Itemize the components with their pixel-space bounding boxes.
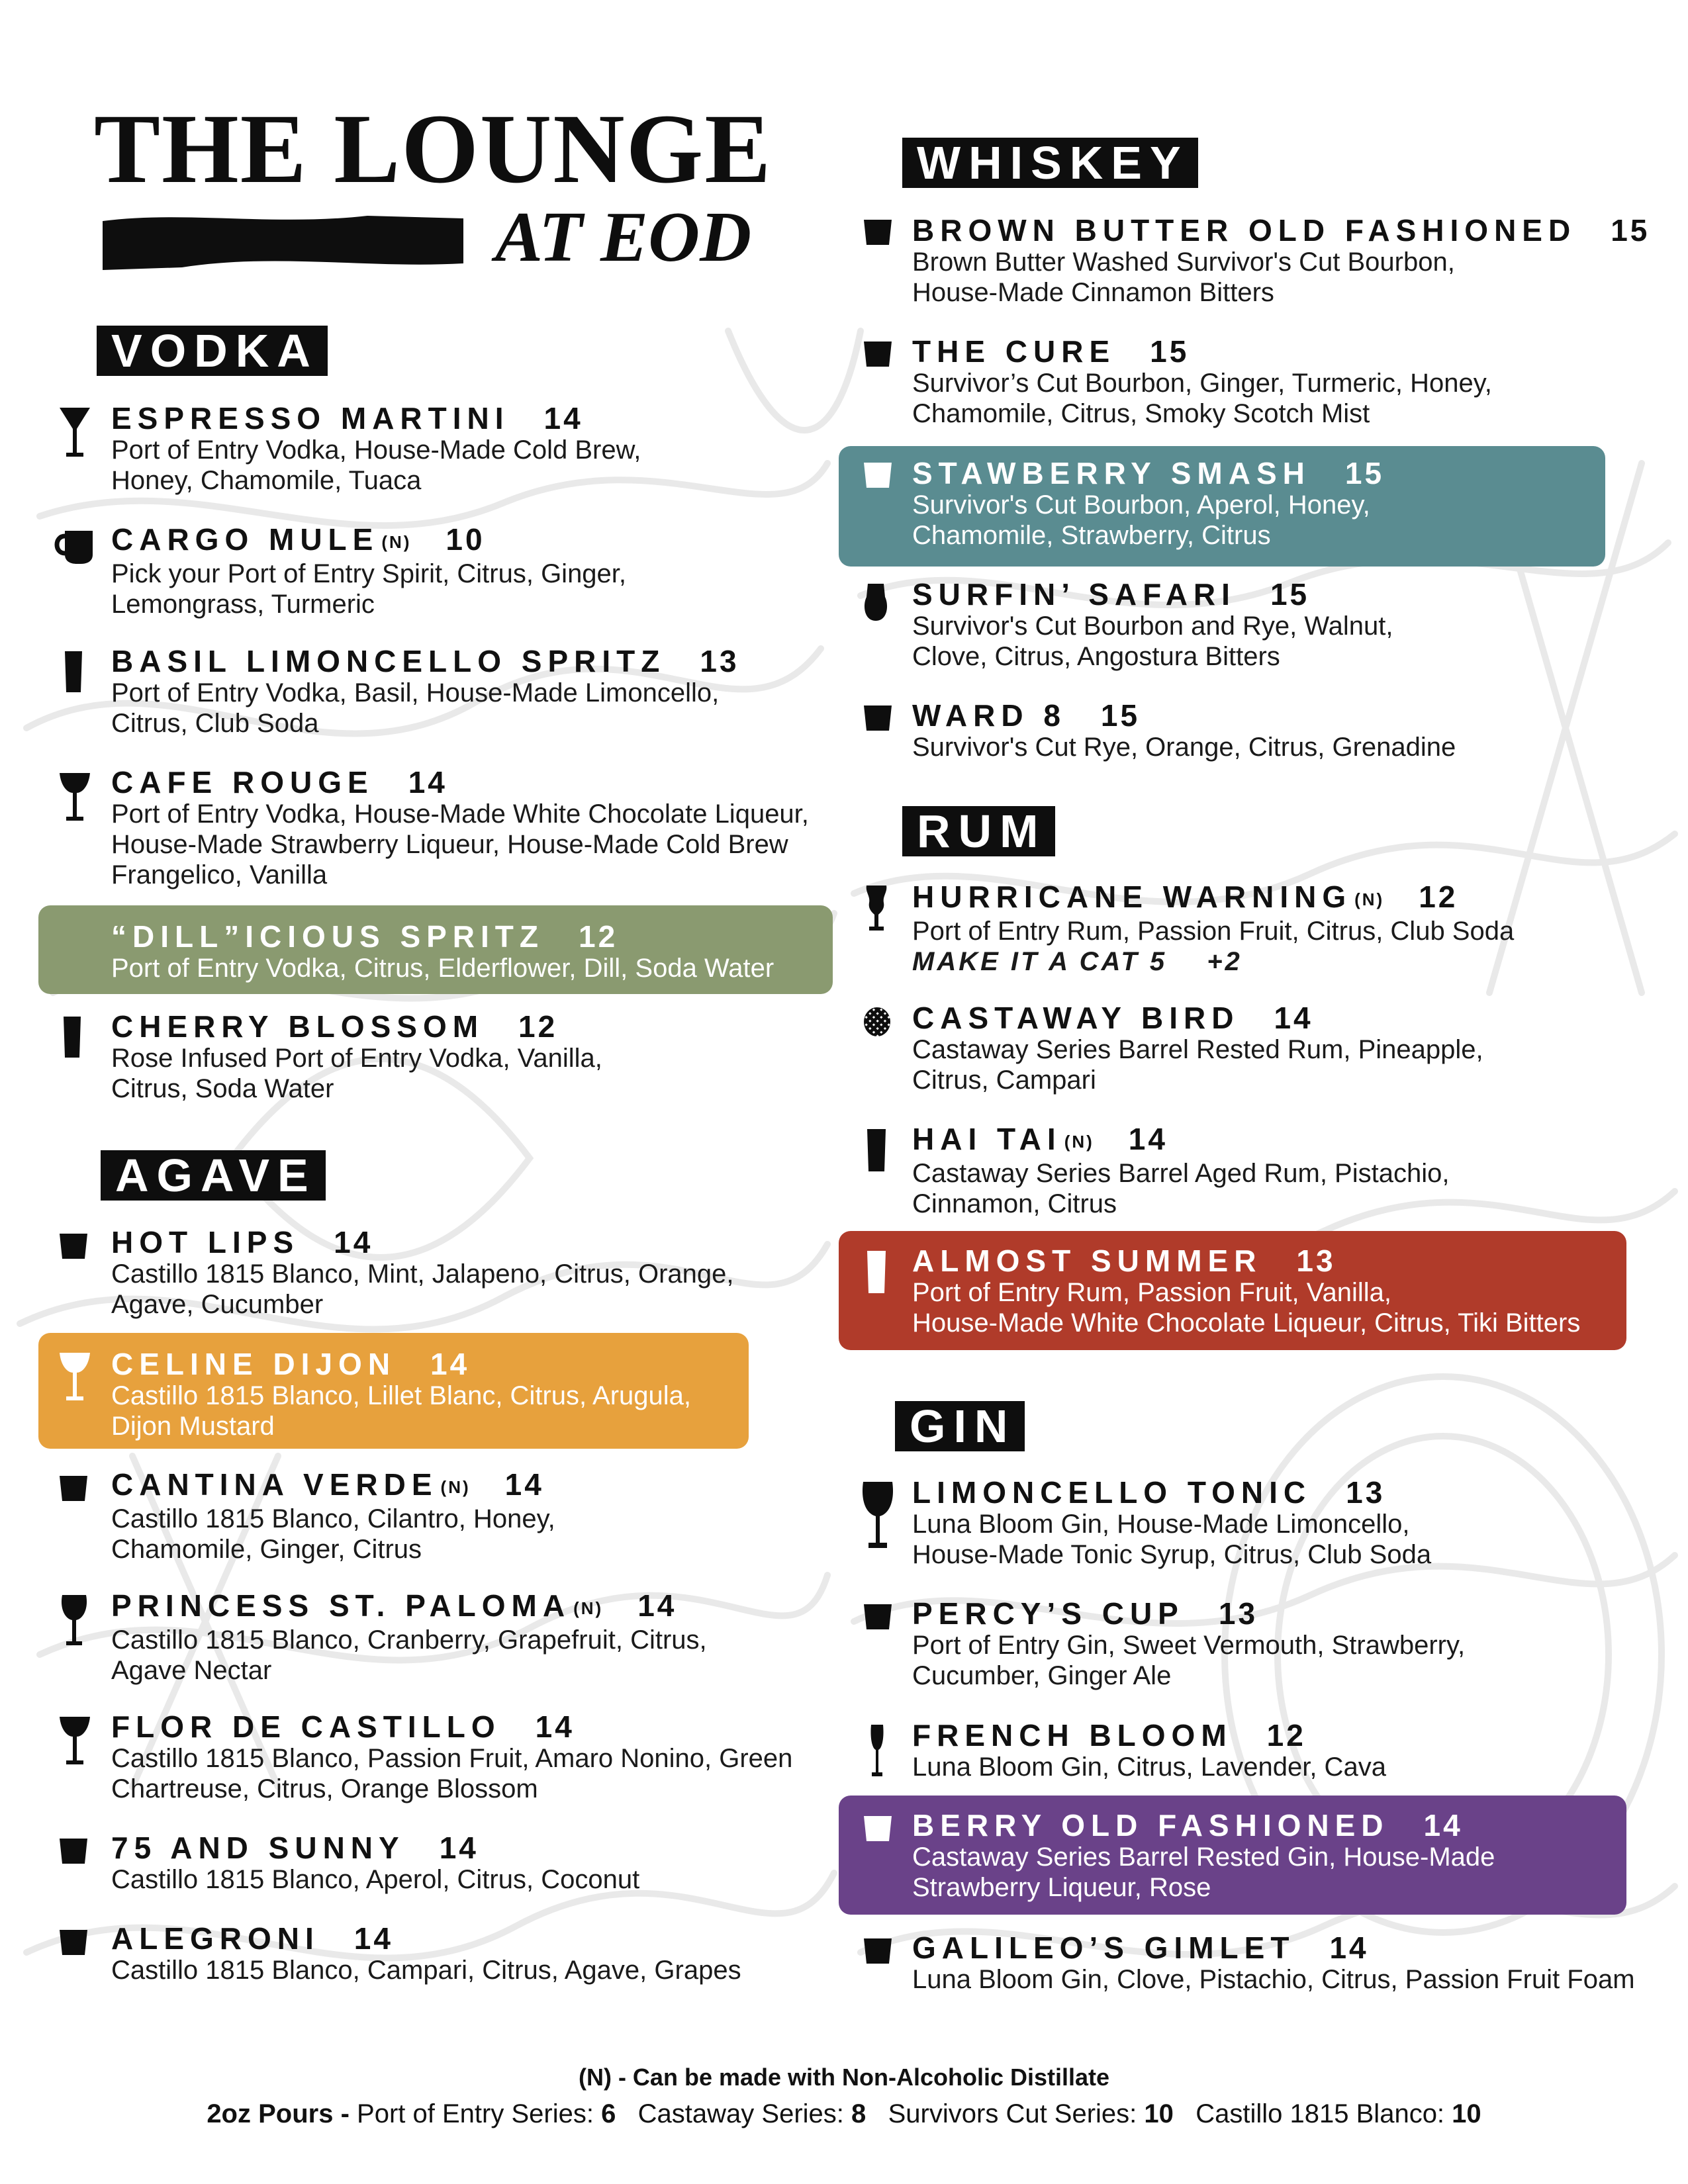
- menu-item-hai-tai: HAI TAI (N) 14 Castaway Series Barrel Aged Rum, Pistachio, Cinnamon, Citrus: [912, 1122, 1450, 1218]
- highball-glass-icon: [64, 650, 83, 694]
- highball-glass-icon: [866, 1250, 887, 1295]
- rocks-glass-icon: [58, 1475, 89, 1502]
- menu-item-hot-lips: HOT LIPS 14 Castillo 1815 Blanco, Mint, Jalapeno, Citrus, Orange, Agave, Cucumber: [111, 1225, 734, 1319]
- rocks-glass-icon: [863, 1937, 893, 1965]
- highball-glass-icon: [62, 1015, 82, 1059]
- menu-item-alegroni: ALEGRONI 14 Castillo 1815 Blanco, Campari, Citrus, Agave, Grapes: [111, 1921, 741, 1985]
- rocks-glass-icon: [58, 1232, 89, 1260]
- snifter-glass-icon: [863, 582, 889, 622]
- non-alcoholic-note: (N) - Can be made with Non-Alcoholic Distillate: [578, 2064, 1110, 2091]
- section-header-vodka: VODKA: [97, 326, 328, 376]
- title-swoosh: [103, 213, 463, 273]
- menu-item-castaway-bird: CASTAWAY BIRD 14 Castaway Series Barrel Rested Rum, Pineapple, Citrus, Campari: [912, 1001, 1483, 1095]
- flute-glass-icon: [868, 1723, 886, 1778]
- rocks-glass-icon: [863, 340, 893, 368]
- hurricane-glass-icon: [863, 884, 890, 932]
- menu-item-ward-8: WARD 8 15 Survivor's Cut Rye, Orange, Citrus, Grenadine: [912, 698, 1456, 762]
- menu-item-espresso-martini: ESPRESSO MARTINI 14 Port of Entry Vodka, House-Made Cold Brew, Honey, Chamomile, Tuaca: [111, 401, 641, 495]
- menu-item-almost-summer: ALMOST SUMMER 13 Port of Entry Rum, Passion Fruit, Vanilla, House-Made White Chocolate Liqueur, Citrus, Tiki Bitters: [912, 1244, 1581, 1338]
- mug-icon: [52, 528, 95, 565]
- menu-item-surfin-safari: SURFIN’ SAFARI 15 Survivor's Cut Bourbon and Rye, Walnut, Clove, Citrus, Angostura Bitters: [912, 577, 1393, 671]
- rocks-glass-icon: [863, 218, 893, 246]
- menu-item-cargo-mule: CARGO MULE (N) 10 Pick your Port of Entry Spirit, Citrus, Ginger, Lemongrass, Turmeric: [111, 522, 627, 619]
- menu-item-galileos-gimlet: GALILEO’S GIMLET 14 Luna Bloom Gin, Clove, Pistachio, Citrus, Passion Fruit Foam: [912, 1931, 1635, 1994]
- rocks-glass-icon: [58, 1837, 89, 1865]
- martini-glass-icon: [58, 406, 91, 458]
- coupe-glass-icon: [58, 772, 91, 822]
- rocks-glass-icon: [863, 1815, 893, 1843]
- menu-item-basil-limoncello-spritz: BASIL LIMONCELLO SPRITZ 13 Port of Entry Vodka, Basil, House-Made Limoncello, Citrus, Club Soda: [111, 644, 739, 738]
- rocks-glass-icon: [863, 1603, 893, 1631]
- menu-item-princess-st-paloma: PRINCESS ST. PALOMA (N) 14 Castillo 1815 Blanco, Cranberry, Grapefruit, Citrus, Agave Nectar: [111, 1588, 707, 1685]
- section-header-agave: AGAVE: [101, 1150, 326, 1201]
- menu-item-hurricane-warning: HURRICANE WARNING (N) 12 Port of Entry Rum, Passion Fruit, Citrus, Club Soda MAKE IT A CAT 5 +2: [912, 880, 1515, 976]
- section-header-rum: RUM: [902, 806, 1055, 856]
- section-header-whiskey: WHISKEY: [902, 138, 1198, 188]
- menu-item-cherry-blossom: CHERRY BLOSSOM 12 Rose Infused Port of Entry Vodka, Vanilla, Citrus, Soda Water: [111, 1009, 602, 1103]
- pour-pricing: 2oz Pours - Port of Entry Series: 6 Castaway Series: 8 Survivors Cut Series: 10 Castillo 1815 Blanco: 10: [207, 2099, 1481, 2128]
- page-title: THE LOUNGE: [94, 94, 773, 204]
- rocks-glass-icon: [58, 1929, 89, 1956]
- page-subtitle: AT EOD: [495, 198, 752, 277]
- menu-item-percys-cup: PERCY’S CUP 13 Port of Entry Gin, Sweet Vermouth, Strawberry, Cucumber, Ginger Ale: [912, 1596, 1466, 1690]
- menu-item-french-bloom: FRENCH BLOOM 12 Luna Bloom Gin, Citrus, Lavender, Cava: [912, 1718, 1386, 1782]
- menu-item-cantina-verde: CANTINA VERDE (N) 14 Castillo 1815 Blanco, Cilantro, Honey, Chamomile, Ginger, Citrus: [111, 1467, 555, 1564]
- highball-glass-icon: [866, 1128, 887, 1173]
- pineapple-glass-icon: [863, 1005, 892, 1038]
- wine-glass-icon: [60, 1594, 89, 1647]
- goblet-glass-icon: [861, 1480, 895, 1549]
- menu-item-brown-butter-old-fashioned: BROWN BUTTER OLD FASHIONED 15 Brown Butter Washed Survivor's Cut Bourbon, House-Made Cinnamon Bitters: [912, 213, 1650, 307]
- menu-item-dillicious-spritz: “DILL”ICIOUS SPRITZ 12 Port of Entry Vodka, Citrus, Elderflower, Dill, Soda Water: [111, 919, 774, 983]
- menu-item-celine-dijon: CELINE DIJON 14 Castillo 1815 Blanco, Lillet Blanc, Citrus, Arugula, Dijon Mustard: [111, 1347, 692, 1441]
- menu-item-the-cure: THE CURE 15 Survivor’s Cut Bourbon, Ginger, Turmeric, Honey, Chamomile, Citrus, Smoky Scotch Mist: [912, 334, 1492, 428]
- menu-item-berry-old-fashioned: BERRY OLD FASHIONED 14 Castaway Series Barrel Rested Gin, House-Made Strawberry Liqueur, Rose: [912, 1808, 1495, 1902]
- menu-item-75-and-sunny: 75 AND SUNNY 14 Castillo 1815 Blanco, Aperol, Citrus, Coconut: [111, 1831, 640, 1894]
- coupe-glass-icon: [58, 1715, 91, 1766]
- menu-item-flor-de-castillo: FLOR DE CASTILLO 14 Castillo 1815 Blanco, Passion Fruit, Amaro Nonino, Green Chartreuse, Citrus, Orange Blossom: [111, 1709, 793, 1803]
- rocks-glass-icon: [863, 461, 893, 489]
- menu-item-stawberry-smash: STAWBERRY SMASH 15 Survivor's Cut Bourbon, Aperol, Honey, Chamomile, Strawberry, Citrus: [912, 456, 1385, 550]
- coupe-glass-icon: [58, 1351, 91, 1402]
- menu-item-cafe-rouge: CAFE ROUGE 14 Port of Entry Vodka, House-Made White Chocolate Liqueur, House-Made Strawberry Liqueur, House-Made Cold Brew Frangelico, Vanilla: [111, 765, 809, 889]
- rocks-glass-icon: [863, 704, 893, 732]
- menu-item-limoncello-tonic: LIMONCELLO TONIC 13 Luna Bloom Gin, House-Made Limoncello, House-Made Tonic Syrup, Citrus, Club Soda: [912, 1475, 1432, 1569]
- section-header-gin: GIN: [895, 1401, 1025, 1451]
